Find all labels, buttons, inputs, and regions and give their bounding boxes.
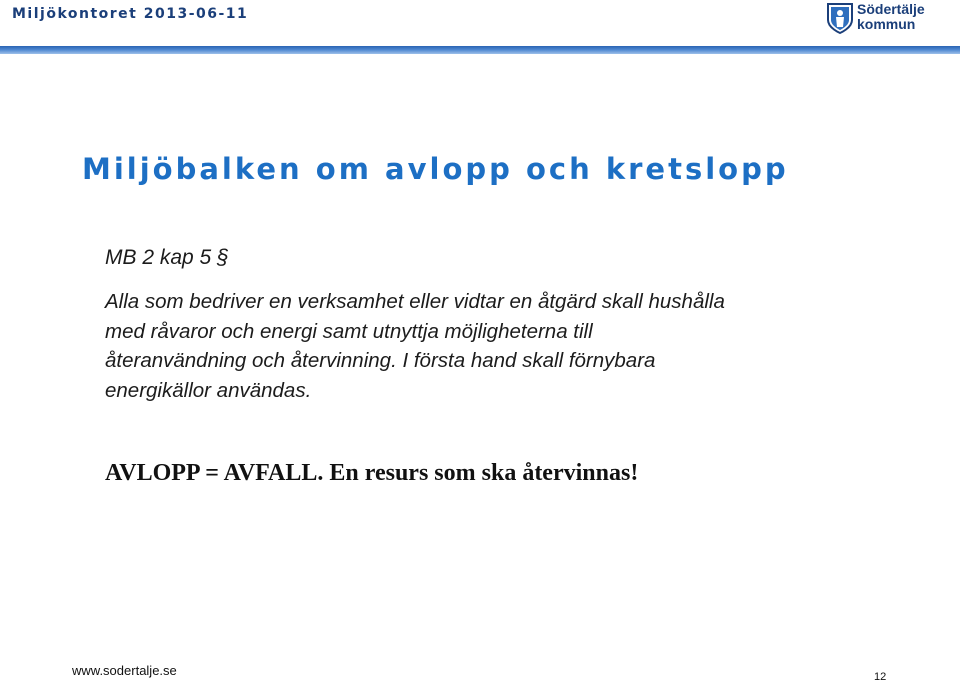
quote-line: energikällor användas.: [105, 378, 312, 402]
quote-line: med råvaror och energi samt utnyttja möjligheterna till: [105, 319, 593, 343]
coat-of-arms-icon: [826, 2, 854, 35]
page-number: 12: [874, 671, 887, 683]
key-statement: AVLOPP = AVFALL. En resurs som ska återvinnas!: [105, 460, 639, 486]
law-reference: MB 2 kap 5 §: [105, 246, 229, 269]
header-divider-bar: [0, 46, 960, 54]
header-title: Miljökontoret 2013-06-11: [12, 6, 249, 22]
slide-title: Miljöbalken om avlopp och kretslopp: [82, 152, 789, 186]
logo-line-1: Södertälje: [857, 1, 925, 17]
quote-line: återanvändning och återvinning. I första hand skall förnybara: [105, 349, 656, 372]
sodertalje-kommun-logo[interactable]: [826, 2, 952, 36]
logo-line-2: kommun: [857, 16, 916, 32]
footer-url[interactable]: www.sodertalje.se: [72, 663, 177, 678]
law-quote: [105, 287, 865, 405]
quote-line: Alla som bedriver en verksamhet eller vidtar en åtgärd skall hushålla: [105, 290, 725, 313]
